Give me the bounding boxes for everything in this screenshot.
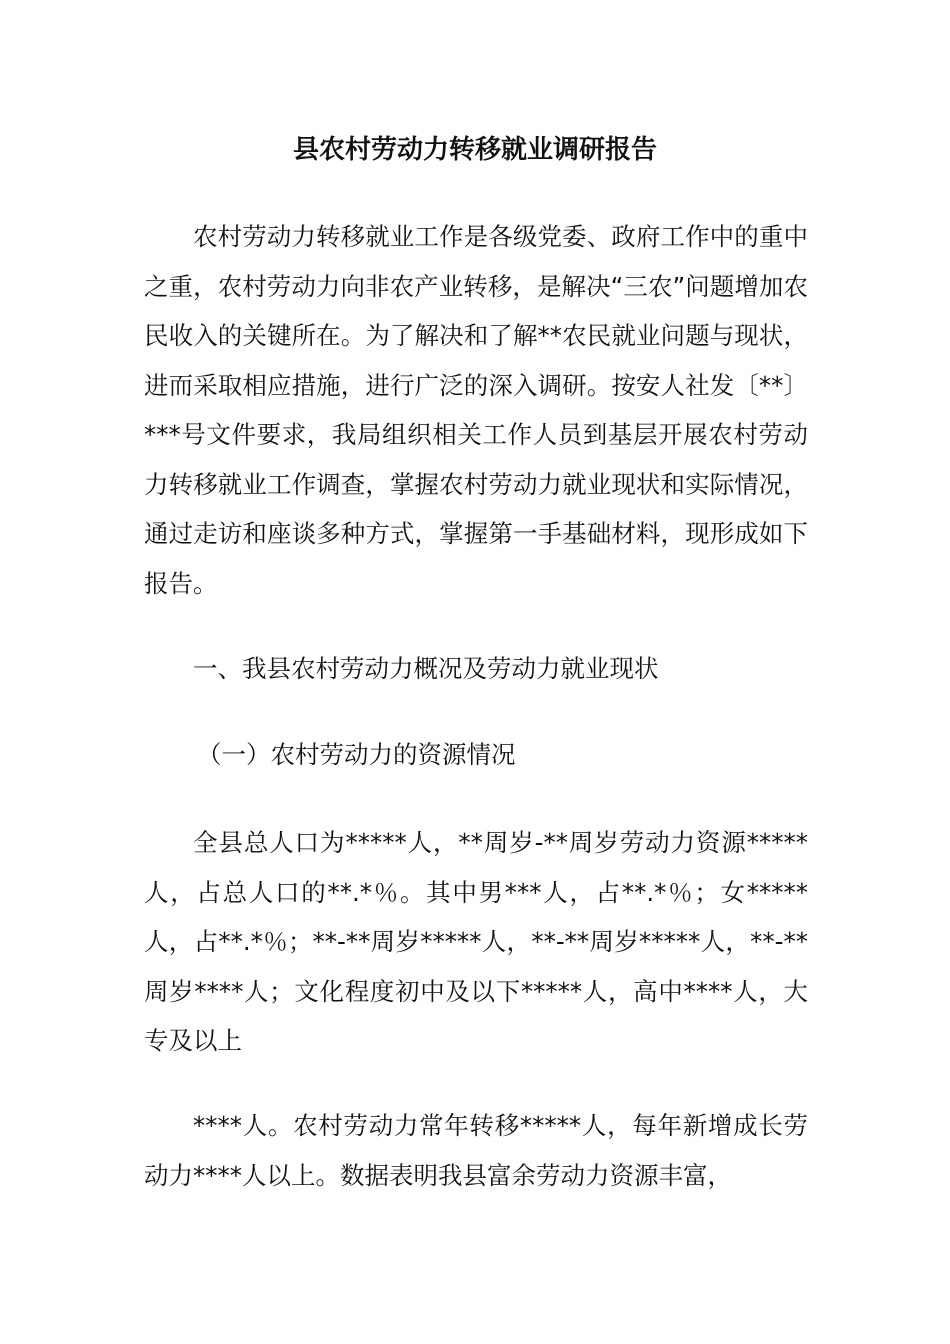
transfer-paragraph: ****人。农村劳动力常年转移*****人，每年新增成长劳动力****人以上。数据表明我县富余劳动力资源丰富， — [144, 1111, 808, 1190]
subsection-heading: （一）农村劳动力的资源情况 — [197, 740, 516, 769]
population-paragraph: 全县总人口为*****人，**周岁-**周岁劳动力资源*****人，占总人口的**.*％。其中男***人，占**.*％；女*****人，占**.*％；**-**周岁*****人，**-**周岁*****人，**-**周岁****人；文化程度初中及以下*****人，高中****人，大专及以上 — [144, 828, 808, 1055]
section-heading: 一、我县农村劳动力概况及劳动力就业现状 — [193, 654, 659, 683]
intro-paragraph: 农村劳动力转移就业工作是各级党委、政府工作中的重中之重，农村劳动力向非农产业转移，是解决“三农”问题增加农民收入的关键所在。为了解决和了解**农民就业问题与现状，进而采取相应措施，进行广泛的深入调研。按安人社发〔**〕***号文件要求，我局组织相关工作人员到基层开展农村劳动力转移就业工作调查，掌握农村劳动力就业现状和实际情况，通过走访和座谈多种方式，掌握第一手基础材料，现形成如下报告。 — [144, 222, 808, 598]
document-title: 县农村劳动力转移就业调研报告 — [292, 135, 657, 165]
